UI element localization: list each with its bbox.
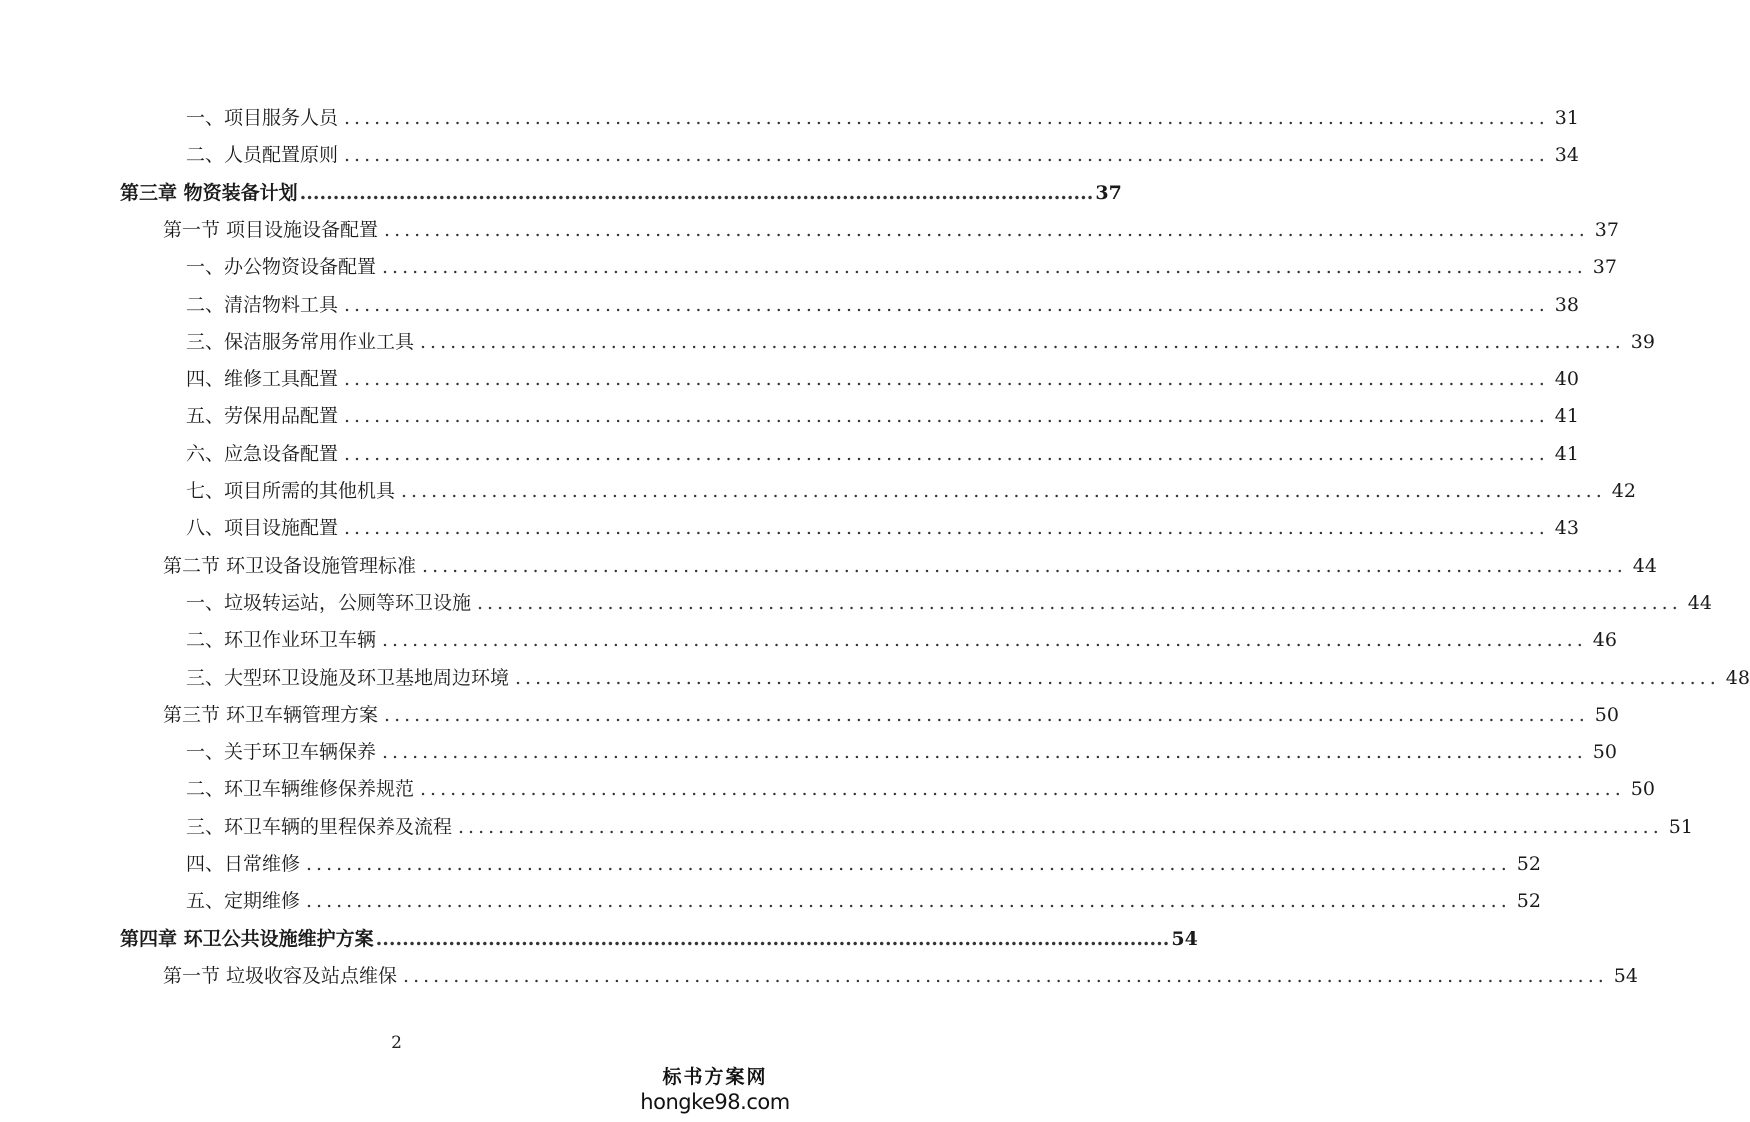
toc-dot-leader: ........................................................................................................................ xyxy=(382,741,1587,763)
toc-page-number: 43 xyxy=(1554,517,1579,539)
toc-entry-title: 七、项目所需的其他机具 xyxy=(186,480,396,502)
toc-entry-section[interactable] xyxy=(163,551,1657,581)
toc-entry-title: 第三章 物资装备计划 xyxy=(120,182,298,204)
toc-page-number: 37 xyxy=(1592,256,1617,278)
toc-entry-title: 第一节 项目设施设备配置 xyxy=(163,219,379,241)
site-watermark xyxy=(640,1065,790,1115)
toc-dot-leader: ........................................................................................................................ xyxy=(384,704,1589,726)
toc-entry-item[interactable] xyxy=(186,401,1579,431)
toc-page-number: 37 xyxy=(1594,219,1619,241)
toc-entry-title: 一、关于环卫车辆保养 xyxy=(186,741,377,763)
toc-dot-leader: ........................................................................................................................ xyxy=(306,853,1511,875)
toc-entry-item[interactable] xyxy=(186,252,1617,282)
toc-page-number: 54 xyxy=(1171,928,1198,950)
toc-entry-title: 一、办公物资设备配置 xyxy=(186,256,377,278)
toc-entry-title: 第三节 环卫车辆管理方案 xyxy=(163,704,379,726)
toc-entry-chapter[interactable] xyxy=(120,924,1198,954)
toc-entry-item[interactable] xyxy=(186,812,1693,842)
toc-entry-title: 一、项目服务人员 xyxy=(186,107,339,129)
toc-dot-leader: ........................................................................................................................ xyxy=(299,182,1094,204)
toc-page-number: 50 xyxy=(1594,704,1619,726)
toc-entry-title: 第二节 环卫设备设施管理标准 xyxy=(163,555,417,577)
toc-page-number: 46 xyxy=(1592,629,1617,651)
toc-page-number: 52 xyxy=(1516,853,1541,875)
toc-dot-leader: ........................................................................................................................ xyxy=(422,555,1627,577)
toc-dot-leader: ........................................................................................................................ xyxy=(382,629,1587,651)
toc-entry-title: 八、项目设施配置 xyxy=(186,517,339,539)
toc-entry-title: 二、环卫作业环卫车辆 xyxy=(186,629,377,651)
toc-dot-leader: ........................................................................................................................ xyxy=(344,405,1549,427)
toc-dot-leader: ........................................................................................................................ xyxy=(420,331,1625,353)
toc-dot-leader: ........................................................................................................................ xyxy=(401,480,1606,502)
toc-entry-title: 五、劳保用品配置 xyxy=(186,405,339,427)
toc-entry-title: 第四章 环卫公共设施维护方案 xyxy=(120,928,374,950)
toc-page-number: 39 xyxy=(1630,331,1655,353)
toc-entry-item[interactable] xyxy=(186,439,1579,469)
toc-entry-item[interactable] xyxy=(186,663,1750,693)
toc-entry-title: 一、垃圾转运站，公厕等环卫设施 xyxy=(186,592,472,614)
toc-entry-title: 三、保洁服务常用作业工具 xyxy=(186,331,415,353)
toc-page-number: 51 xyxy=(1668,816,1693,838)
toc-entry-title: 五、定期维修 xyxy=(186,890,301,912)
toc-entry-item[interactable] xyxy=(186,513,1579,543)
toc-dot-leader: ........................................................................................................................ xyxy=(344,107,1549,129)
watermark-title: 标书方案网 xyxy=(662,1066,768,1088)
toc-entry-item[interactable] xyxy=(186,588,1712,618)
toc-dot-leader: ........................................................................................................................ xyxy=(420,778,1625,800)
toc-page-number: 31 xyxy=(1554,107,1579,129)
toc-page-number: 41 xyxy=(1554,405,1579,427)
toc-entry-title: 第一节 垃圾收容及站点维保 xyxy=(163,965,398,987)
toc-entry-item[interactable] xyxy=(186,886,1541,916)
watermark-url: hongke98.com xyxy=(640,1090,790,1114)
toc-entry-title: 三、环卫车辆的里程保养及流程 xyxy=(186,816,453,838)
toc-dot-leader: ........................................................................................................................ xyxy=(344,443,1549,465)
page-number: 2 xyxy=(391,1033,402,1053)
toc-entry-title: 二、环卫车辆维修保养规范 xyxy=(186,778,415,800)
toc-page-number: 42 xyxy=(1611,480,1636,502)
toc-entry-section[interactable] xyxy=(163,700,1619,730)
toc-page-number: 44 xyxy=(1687,592,1712,614)
toc-entry-item[interactable] xyxy=(186,476,1636,506)
toc-entry-section[interactable] xyxy=(163,215,1619,245)
toc-dot-leader: ........................................................................................................................ xyxy=(382,256,1587,278)
toc-entry-item[interactable] xyxy=(186,140,1579,170)
toc-dot-leader: ........................................................................................................................ xyxy=(375,928,1170,950)
toc-dot-leader: ........................................................................................................................ xyxy=(477,592,1682,614)
toc-entry-item[interactable] xyxy=(186,364,1579,394)
toc-entry-title: 二、清洁物料工具 xyxy=(186,294,339,316)
toc-entry-item[interactable] xyxy=(186,849,1541,879)
toc-dot-leader: ........................................................................................................................ xyxy=(403,965,1608,987)
toc-page-number: 52 xyxy=(1516,890,1541,912)
toc-dot-leader: ........................................................................................................................ xyxy=(515,667,1720,689)
toc-entry-item[interactable] xyxy=(186,737,1617,767)
toc-dot-leader: ........................................................................................................................ xyxy=(344,294,1549,316)
toc-entry-chapter[interactable] xyxy=(120,178,1122,208)
toc-dot-leader: ........................................................................................................................ xyxy=(344,368,1549,390)
toc-page-number: 54 xyxy=(1613,965,1638,987)
toc-page-number: 38 xyxy=(1554,294,1579,316)
toc-page-number: 37 xyxy=(1095,182,1122,204)
toc-dot-leader: ........................................................................................................................ xyxy=(458,816,1663,838)
toc-entry-title: 二、人员配置原则 xyxy=(186,144,339,166)
toc-entry-item[interactable] xyxy=(186,103,1579,133)
toc-dot-leader: ........................................................................................................................ xyxy=(384,219,1589,241)
toc-page-number: 34 xyxy=(1554,144,1579,166)
toc-entry-title: 四、日常维修 xyxy=(186,853,301,875)
toc-entry-title: 三、大型环卫设施及环卫基地周边环境 xyxy=(186,667,510,689)
toc-entry-title: 六、应急设备配置 xyxy=(186,443,339,465)
toc-dot-leader: ........................................................................................................................ xyxy=(306,890,1511,912)
toc-entry-item[interactable] xyxy=(186,625,1617,655)
toc-entry-title: 四、维修工具配置 xyxy=(186,368,339,390)
toc-page-number: 50 xyxy=(1592,741,1617,763)
toc-entry-item[interactable] xyxy=(186,290,1579,320)
toc-page-number: 41 xyxy=(1554,443,1579,465)
toc-page-number: 48 xyxy=(1725,667,1750,689)
toc-dot-leader: ........................................................................................................................ xyxy=(344,517,1549,539)
toc-page-number: 50 xyxy=(1630,778,1655,800)
toc-dot-leader: ........................................................................................................................ xyxy=(344,144,1549,166)
toc-entry-item[interactable] xyxy=(186,327,1655,357)
toc-entry-item[interactable] xyxy=(186,774,1655,804)
toc-page-number: 40 xyxy=(1554,368,1579,390)
toc-page-number: 44 xyxy=(1632,555,1657,577)
toc-entry-section[interactable] xyxy=(163,961,1638,991)
